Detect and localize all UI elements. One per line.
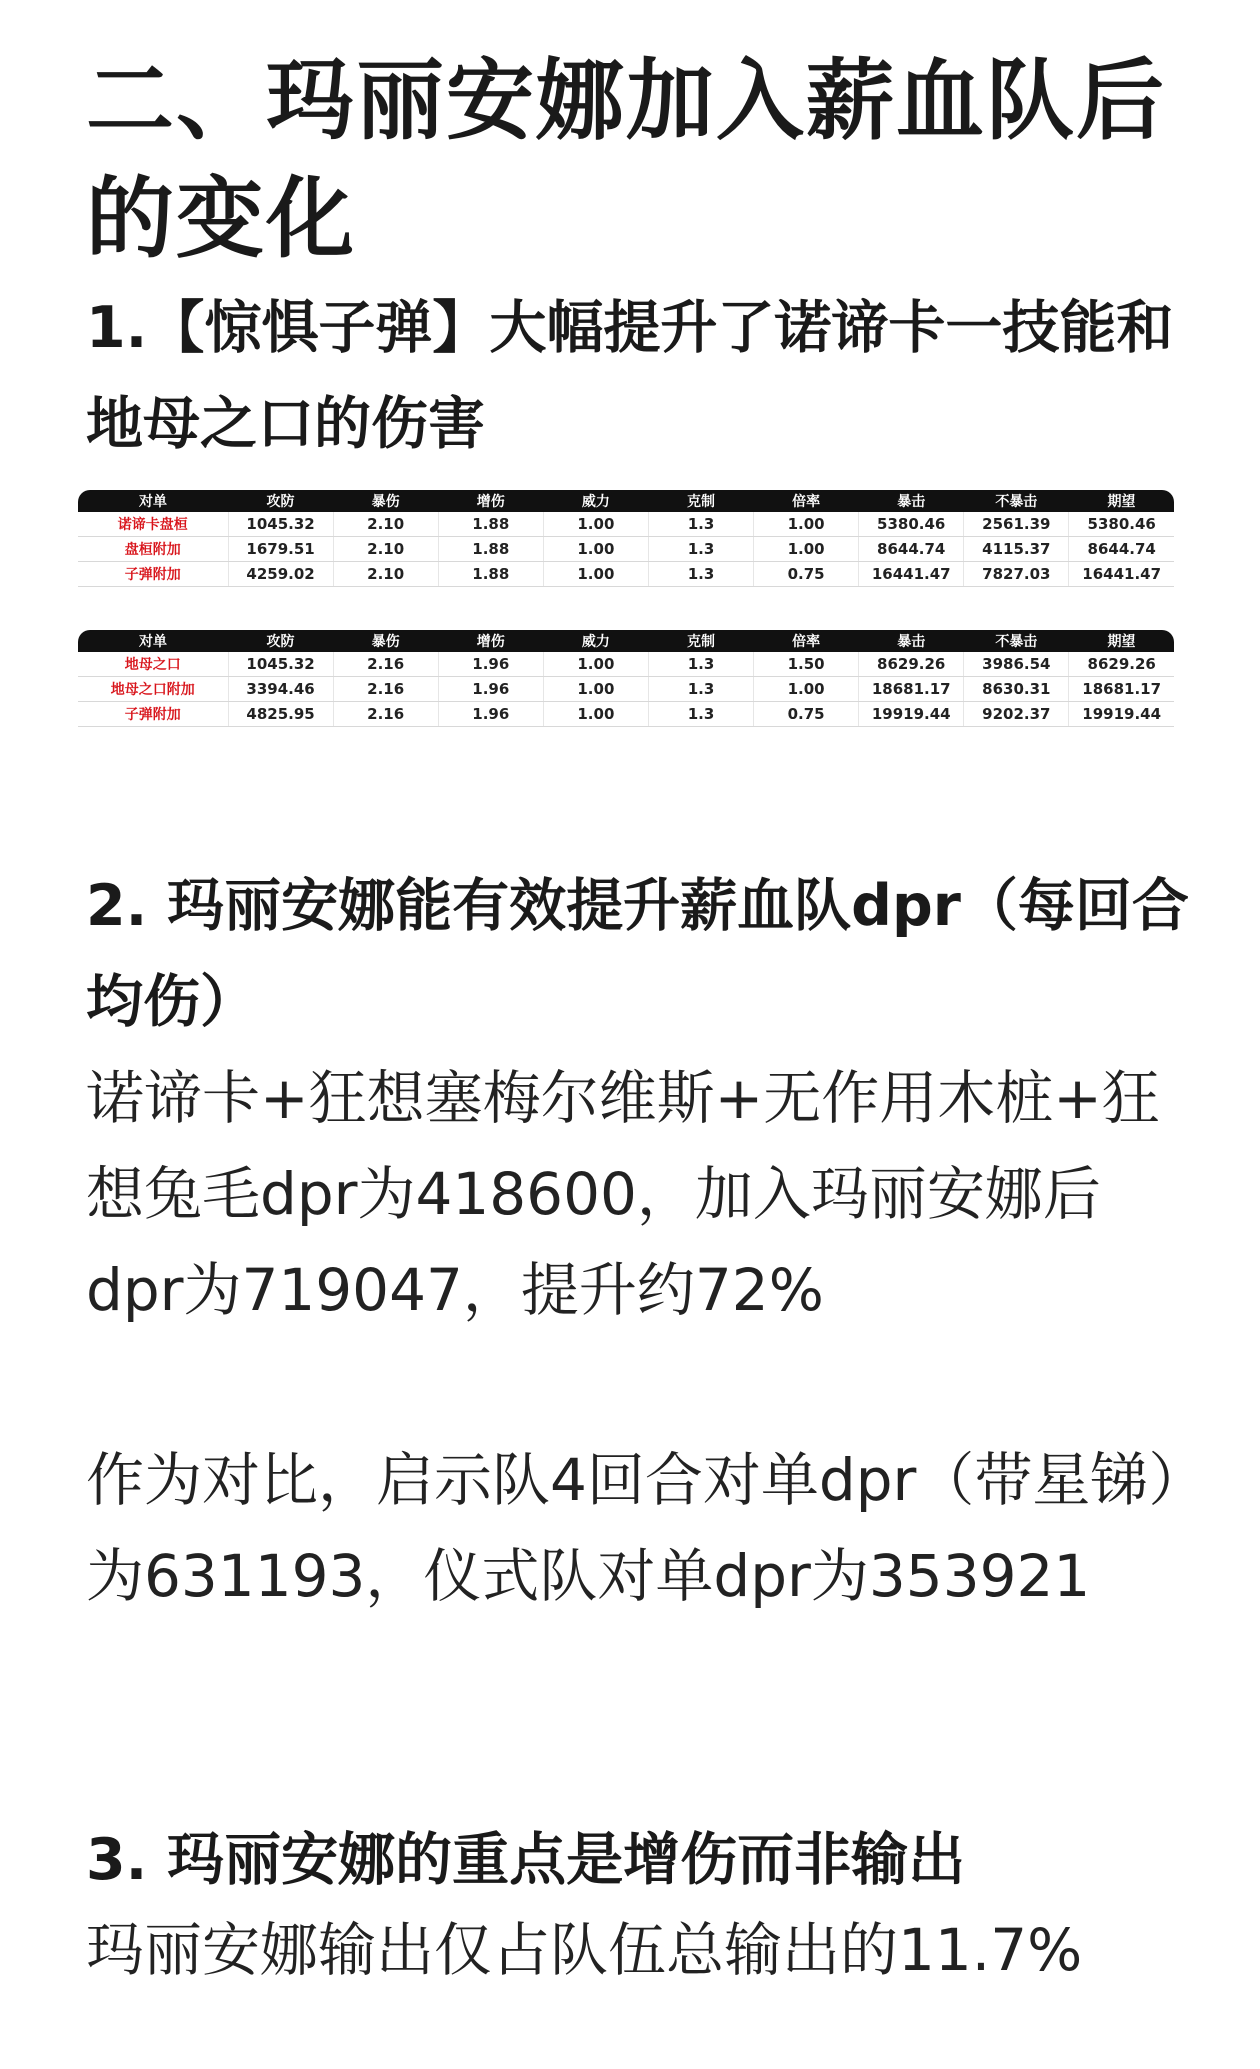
table-cell: 18681.17 — [859, 677, 964, 702]
table-cell: 2.10 — [333, 512, 438, 537]
table-cell: 8629.26 — [1069, 652, 1174, 677]
row-label-cell: 子弹附加 — [78, 562, 228, 587]
section1-title: 1.【惊惧子弹】大幅提升了诺谛卡一技能和地母之口的伤害 — [86, 295, 1174, 457]
table-cell: 1.00 — [543, 652, 648, 677]
table-cell: 5380.46 — [1069, 512, 1174, 537]
table-cell: 4115.37 — [964, 537, 1069, 562]
table-row — [78, 677, 1174, 702]
column-header: 对单 — [78, 630, 228, 652]
column-header: 倍率 — [754, 630, 859, 652]
column-header: 期望 — [1069, 630, 1174, 652]
column-header: 暴击 — [859, 490, 964, 512]
row-label-cell: 地母之口附加 — [78, 677, 228, 702]
table-row — [78, 537, 1174, 562]
table-cell: 1.3 — [648, 512, 753, 537]
table-cell: 1.00 — [754, 512, 859, 537]
table-cell: 1.88 — [438, 512, 543, 537]
table-cell: 1.3 — [648, 652, 753, 677]
table-cell: 1.50 — [754, 652, 859, 677]
table-cell: 1.88 — [438, 562, 543, 587]
table-cell: 8629.26 — [859, 652, 964, 677]
table-cell: 1.00 — [543, 512, 648, 537]
row-label-cell: 诺谛卡盘桓 — [78, 512, 228, 537]
table-cell: 18681.17 — [1069, 677, 1174, 702]
table-cell: 1.3 — [648, 562, 753, 587]
table-row — [78, 512, 1174, 537]
row-label-cell: 盘桓附加 — [78, 537, 228, 562]
column-header: 威力 — [543, 630, 648, 652]
table-cell: 1679.51 — [228, 537, 333, 562]
table-header-row — [78, 490, 1174, 512]
table-cell: 5380.46 — [859, 512, 964, 537]
table-row — [78, 652, 1174, 677]
table-cell: 1.00 — [543, 677, 648, 702]
damage-table-earth-mouth — [78, 630, 1174, 727]
table-cell: 1.3 — [648, 537, 753, 562]
table-header-row — [78, 630, 1174, 652]
column-header: 暴击 — [859, 630, 964, 652]
table-cell: 1.00 — [543, 702, 648, 727]
damage-table-nodika — [78, 490, 1174, 587]
table-cell: 4259.02 — [228, 562, 333, 587]
table-cell: 9202.37 — [964, 702, 1069, 727]
table-cell: 8644.74 — [859, 537, 964, 562]
table-row — [78, 702, 1174, 727]
table-cell: 2561.39 — [964, 512, 1069, 537]
page-title: 二、玛丽安娜加入薪血队后的变化 — [86, 49, 1167, 270]
column-header: 倍率 — [754, 490, 859, 512]
table-cell: 0.75 — [754, 702, 859, 727]
column-header: 不暴击 — [964, 490, 1069, 512]
column-header: 增伤 — [438, 490, 543, 512]
column-header: 克制 — [648, 630, 753, 652]
column-header: 不暴击 — [964, 630, 1069, 652]
table-cell: 1.88 — [438, 537, 543, 562]
section2-paragraph-comparison: 作为对比，启示队4回合对单dpr（带星锑）为631193，仪式队对单dpr为353921 — [86, 1446, 1178, 1610]
row-label-cell: 地母之口 — [78, 652, 228, 677]
column-header: 期望 — [1069, 490, 1174, 512]
table-cell: 16441.47 — [1069, 562, 1174, 587]
table-cell: 1.00 — [543, 537, 648, 562]
table-cell: 2.10 — [333, 537, 438, 562]
table-cell: 1.00 — [543, 562, 648, 587]
table-cell: 4825.95 — [228, 702, 333, 727]
table-cell: 2.16 — [333, 677, 438, 702]
table-row — [78, 562, 1174, 587]
table-cell: 2.16 — [333, 702, 438, 727]
row-label-cell: 子弹附加 — [78, 702, 228, 727]
section2-title: 2. 玛丽安娜能有效提升薪血队dpr（每回合均伤） — [86, 873, 1189, 1035]
table-cell: 0.75 — [754, 562, 859, 587]
column-header: 暴伤 — [333, 490, 438, 512]
column-header: 对单 — [78, 490, 228, 512]
column-header: 攻防 — [228, 630, 333, 652]
table-cell: 1045.32 — [228, 512, 333, 537]
table-cell: 1.96 — [438, 652, 543, 677]
table-cell: 1.3 — [648, 702, 753, 727]
column-header: 克制 — [648, 490, 753, 512]
column-header: 暴伤 — [333, 630, 438, 652]
section3-paragraph: 玛丽安娜输出仅占队伍总输出的11.7% — [86, 1916, 1083, 1984]
table-cell: 2.10 — [333, 562, 438, 587]
table-cell: 1.96 — [438, 702, 543, 727]
table-cell: 16441.47 — [859, 562, 964, 587]
table-cell: 1045.32 — [228, 652, 333, 677]
table-cell: 3986.54 — [964, 652, 1069, 677]
column-header: 增伤 — [438, 630, 543, 652]
table-cell: 1.96 — [438, 677, 543, 702]
table-cell: 8644.74 — [1069, 537, 1174, 562]
table-cell: 1.00 — [754, 537, 859, 562]
table-cell: 7827.03 — [964, 562, 1069, 587]
section3-title: 3. 玛丽安娜的重点是增伤而非输出 — [86, 1827, 966, 1893]
table-cell: 2.16 — [333, 652, 438, 677]
table-cell: 1.00 — [754, 677, 859, 702]
table-cell: 19919.44 — [859, 702, 964, 727]
section2-paragraph-dpr: 诺谛卡+狂想塞梅尔维斯+无作用木桩+狂想兔毛dpr为418600，加入玛丽安娜后dpr为719047，提升约72% — [86, 1064, 1160, 1324]
column-header: 威力 — [543, 490, 648, 512]
table-cell: 8630.31 — [964, 677, 1069, 702]
table-cell: 3394.46 — [228, 677, 333, 702]
table-cell: 1.3 — [648, 677, 753, 702]
column-header: 攻防 — [228, 490, 333, 512]
table-cell: 19919.44 — [1069, 702, 1174, 727]
